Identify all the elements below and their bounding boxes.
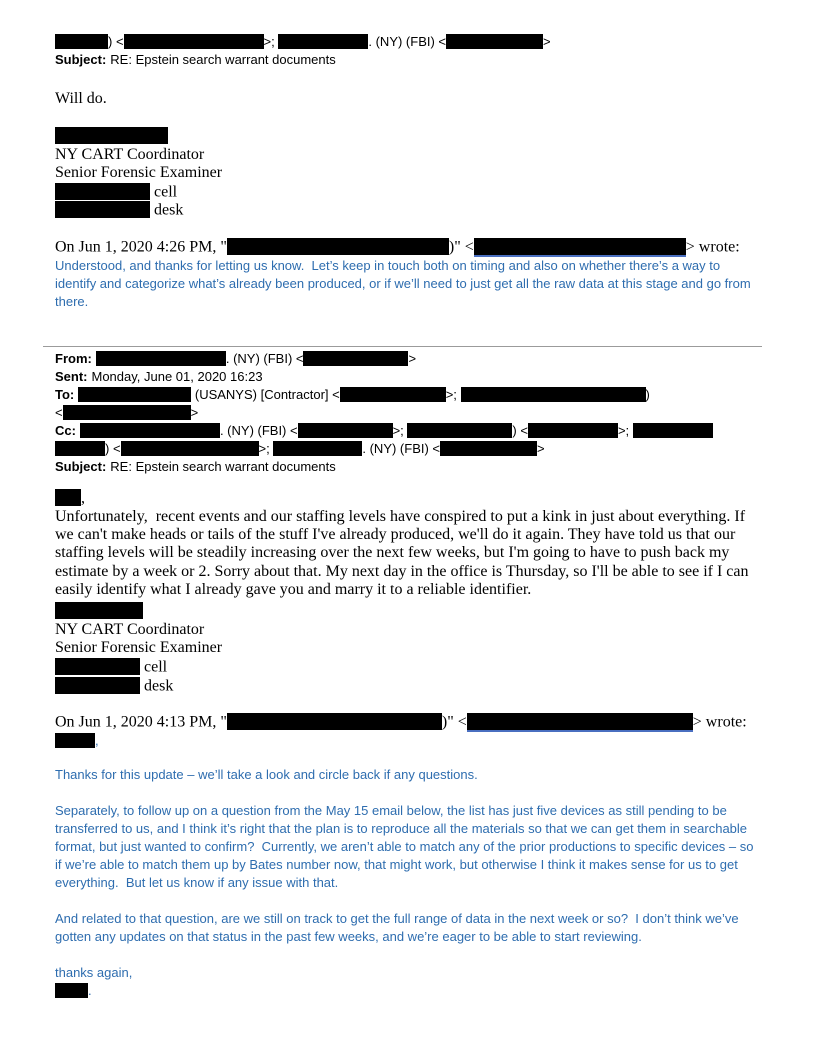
sent-line [55,368,758,386]
redaction-bar [121,441,259,456]
redacted-phone-bar [55,183,150,200]
signature-role-2: Senior Forensic Examiner [55,639,223,657]
message-body-paragraph: Unfortunately, recent events and our staffing levels have conspired to put a kink in just about everything. If we can't make heads or tails of the stuff I've already produced, we'll do it again. They have told us that our staffing levels will be steadily increasing over the next few weeks, but I'm going to have to push back my estimate by a week or 2. Sorry about that. My next day in the office is Thursday, so I'll be able to see if I can easily identify what I already gave you and marry it to a reliable identifier. [55,507,753,599]
subject-label: Subject: [55,459,107,475]
redaction-bar [55,34,108,49]
to-continuation-line: < > [55,405,199,421]
redaction-bar [124,34,264,49]
greeting-line: , [55,489,758,508]
subject-line-top [55,51,758,69]
redaction-bar [633,423,713,438]
from-line [55,350,758,368]
from-label: From: [55,351,92,367]
to-line [55,386,758,404]
subject-label: Subject: [55,52,107,67]
redaction-bar [440,441,537,456]
redaction-bar [55,983,88,998]
desk-label: desk [154,201,184,219]
redaction-bar [96,351,226,366]
signature-cell-line [55,183,758,202]
redacted-phone-bar [55,677,140,694]
redacted-name-bar [55,602,143,619]
redaction-bar [461,387,646,402]
quoted-signoff-line: . [55,982,758,1000]
redaction-bar [80,423,220,438]
to-label: To: [55,387,75,403]
signature-name-line [55,602,758,621]
signature-block-2 [55,602,758,695]
redacted-phone-bar [55,658,140,675]
redaction-bar [340,387,446,402]
redaction-bar [227,238,449,255]
signature-desk-line [55,677,758,696]
cell-label: cell [144,658,168,676]
sent-label: Sent: [55,369,88,385]
redaction-bar [227,713,442,730]
signature-cell-line [55,658,758,677]
cc-line [55,422,758,440]
desk-label: desk [144,677,174,695]
redaction-bar [528,423,618,438]
redaction-bar [63,405,191,420]
signature-name-line [55,127,758,146]
redaction-bar [273,441,362,456]
cell-label: cell [154,183,178,201]
reply-separator-line [43,346,762,347]
redaction-bar [278,34,368,49]
forwarded-header-block [55,350,758,476]
cc-continuation-line: ) < >; . (NY) (FBI) < > [55,440,758,458]
cc-label: Cc: [55,423,76,439]
quoted-paragraph: And related to that question, are we still on track to get the full range of data in the next week or so? I don’t think we’ve gotten any updates on that status in the past few weeks, and we’re eager to be able to start reviewing. [55,911,743,945]
redaction-bar [474,238,686,255]
quote-attribution-1: On Jun 1, 2020 4:26 PM, " )" < > wrote: [55,238,740,256]
signature-role-1: NY CART Coordinator [55,621,205,639]
quoted-paragraph: Thanks for this update – we’ll take a look and circle back if any questions. [55,767,478,783]
redaction-bar [298,423,393,438]
redaction-bar [55,733,95,748]
redaction-bar [407,423,512,438]
subject-line [55,458,758,476]
redaction-bar [78,387,191,402]
signature-role-1: NY CART Coordinator [55,146,205,164]
signature-block-1 [55,127,758,220]
redacted-name-bar [55,127,168,144]
cc-continuation-top-line: ) < >; . (NY) (FBI) < > [55,33,758,51]
redaction-bar [55,441,105,456]
quote-attribution-2: On Jun 1, 2020 4:13 PM, " )" < > wrote: [55,713,747,731]
signature-desk-line [55,201,758,220]
subject-value: RE: Epstein search warrant documents [110,52,336,67]
signature-role-2: Senior Forensic Examiner [55,164,223,182]
quoted-signature-thanks: thanks again, [55,965,133,981]
sent-value: Monday, June 01, 2020 16:23 [91,369,263,385]
cc-value: . (NY) (FBI) < >; ) < >; [80,423,713,438]
to-value: (USANYS) [Contractor] < >; ) [78,387,650,402]
redaction-bar [467,713,693,730]
redaction-bar [55,489,81,506]
redacted-phone-bar [55,201,150,218]
redaction-bar [303,351,408,366]
quoted-greeting-line: , [55,732,758,750]
quoted-paragraph: Separately, to follow up on a question from the May 15 email below, the list has just five devices as still pending to be transferred to us, and I think it’s right that the plan is to reproduce all the materials so that we can get them in searchable format, but just wanted to confirm? Currently, we aren’t able to match any of the prior productions to specific devices – so if we’re able to match them up by Bates number now, that might work, but otherwise I think it makes sense for us to get everything. But let us know if any issue with that. [55,803,758,891]
from-value: . (NY) (FBI) < > [96,351,416,366]
reply-body-text: Will do. [55,90,107,107]
subject-value: RE: Epstein search warrant documents [110,459,336,475]
redaction-bar [446,34,543,49]
quoted-reply-paragraph: Understood, and thanks for letting us know. Let’s keep in touch both on timing and also on whether there’s a way to identify and categorize what’s already been produced, or if we’ll need to just get all the raw data at this stage and go from there. [55,258,755,310]
